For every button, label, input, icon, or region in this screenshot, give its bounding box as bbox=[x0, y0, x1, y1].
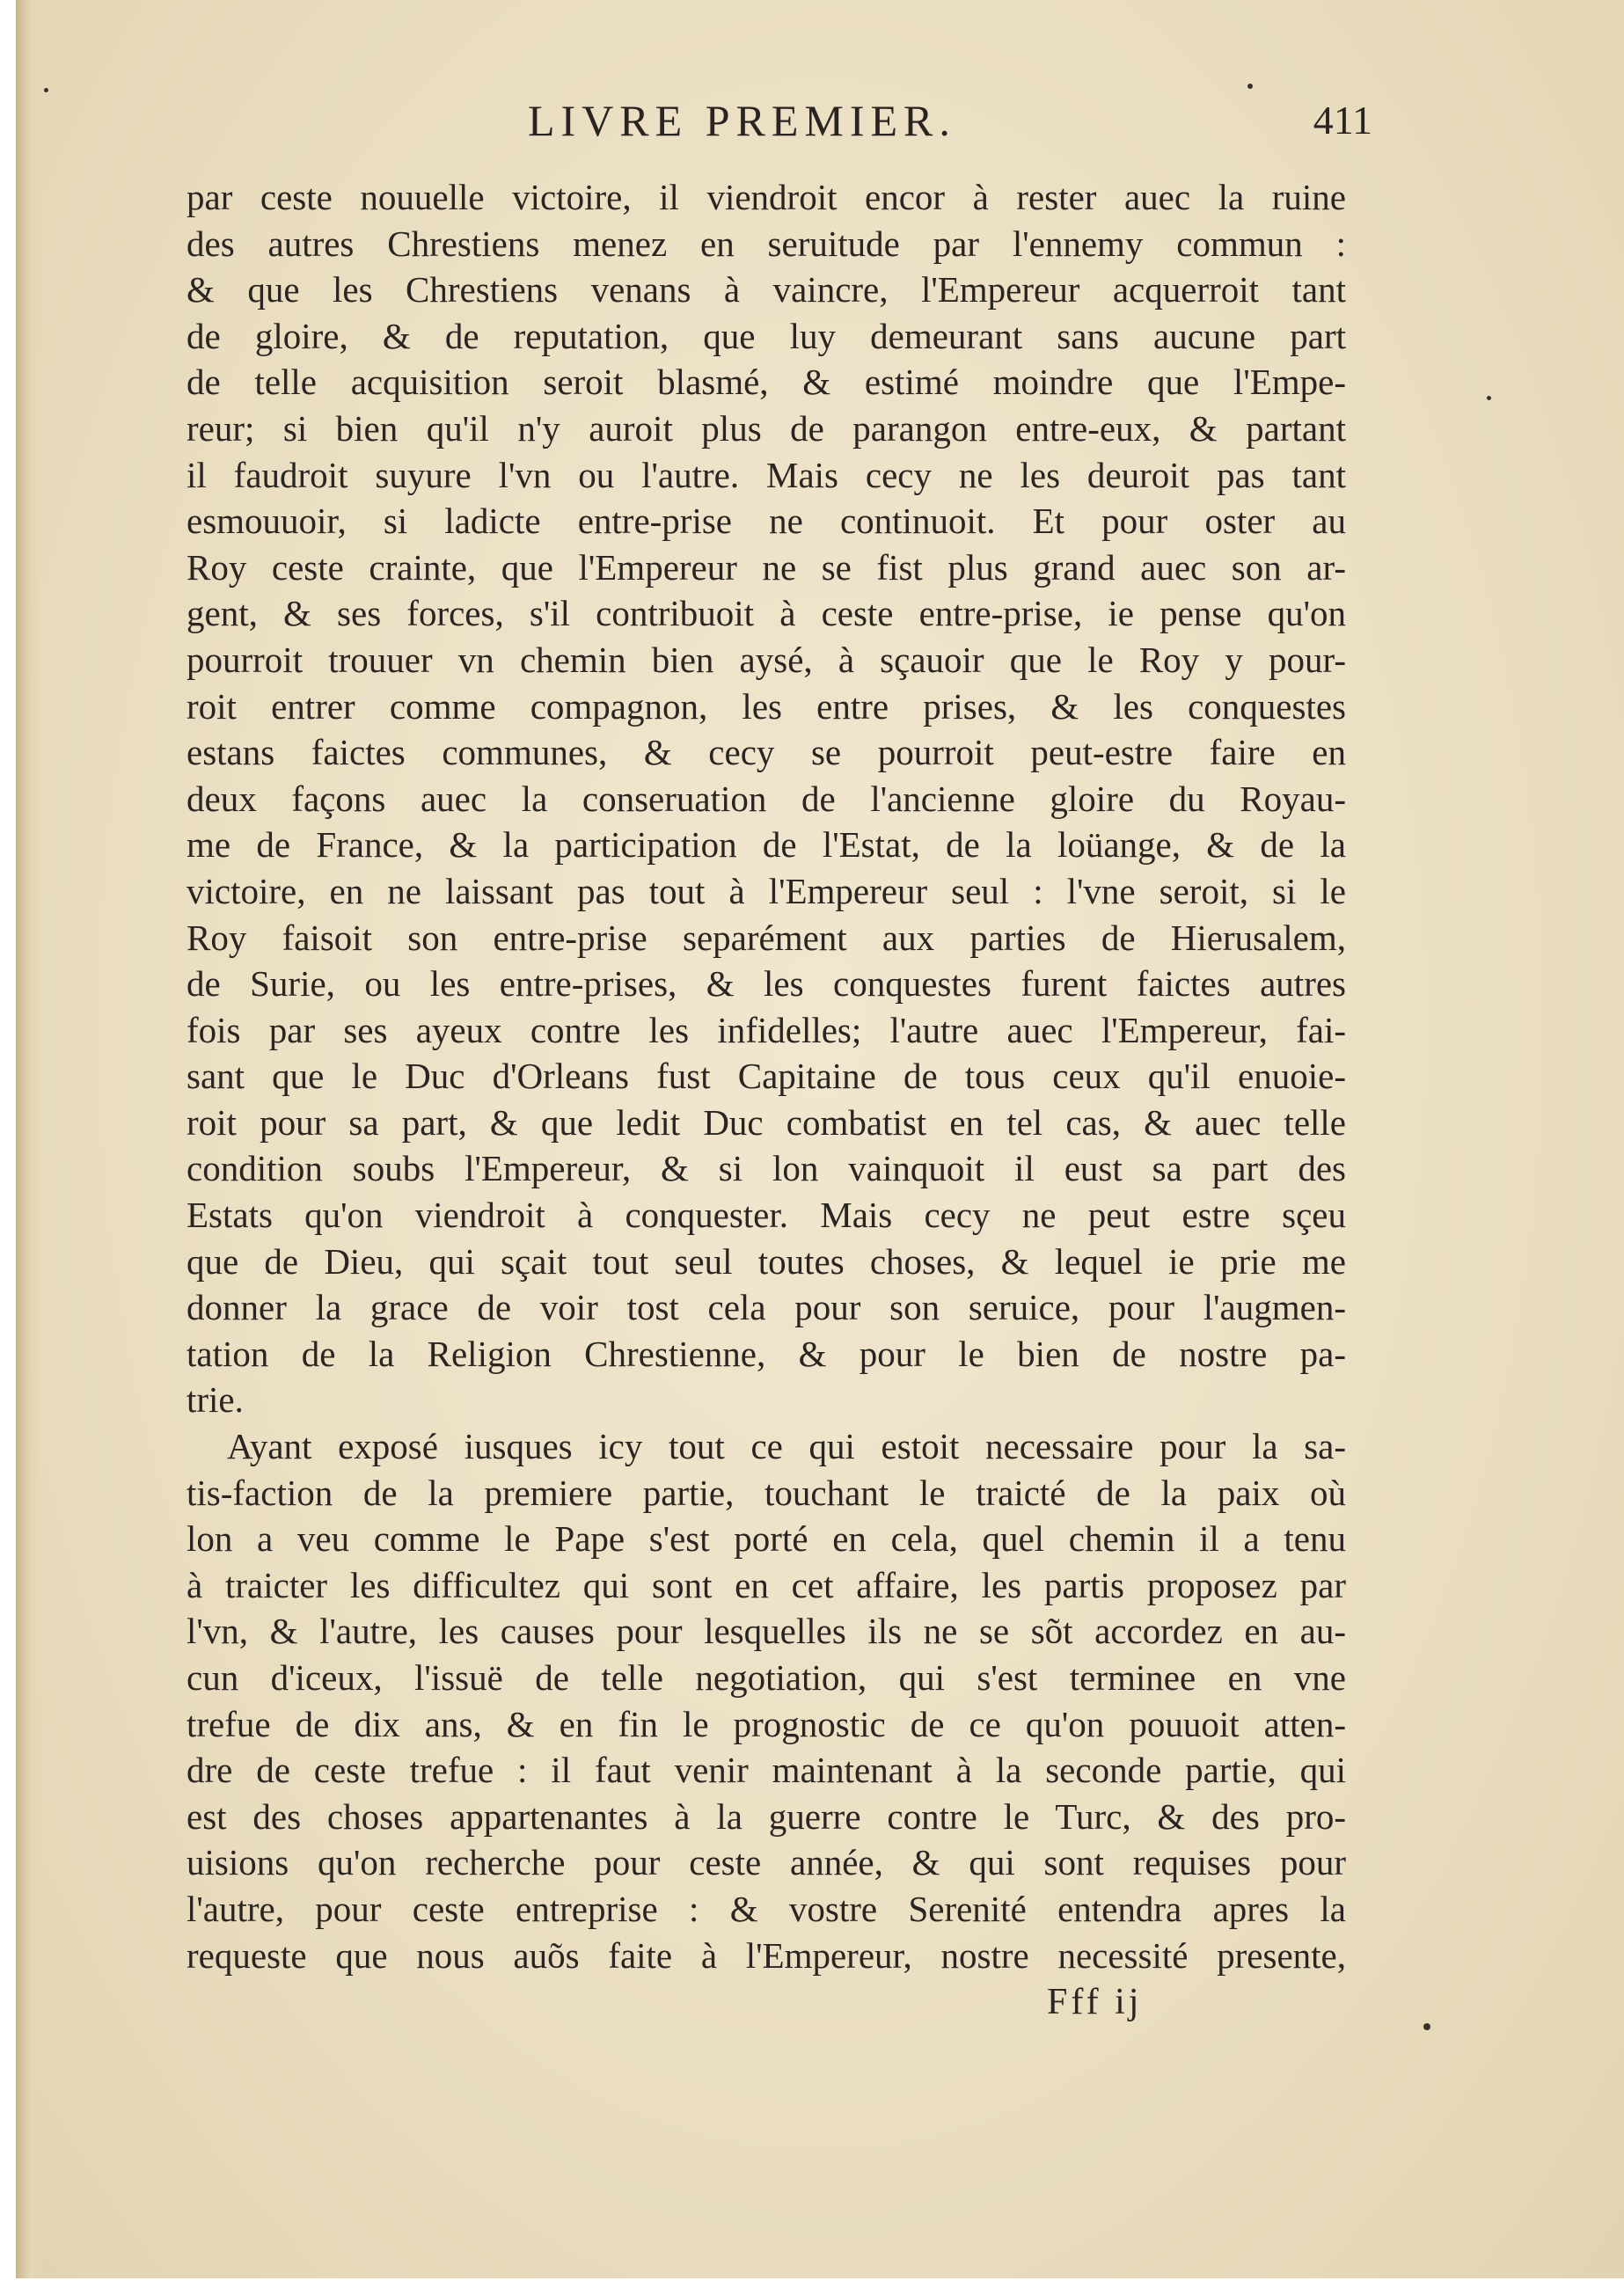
text-line: esmouuoir, si ladicte entre-prise ne continuoit. Et pour oster au bbox=[187, 501, 1346, 542]
ink-speck bbox=[1247, 84, 1253, 89]
text-line: cun d'iceux, l'issuë de telle negotiation, qui s'est terminee en vne bbox=[187, 1657, 1346, 1698]
text-line: deux façons auec la conseruation de l'ancienne gloire du Royau- bbox=[187, 778, 1346, 819]
text-line: l'vn, & l'autre, les causes pour lesquelles ils ne se sõt accordez en au- bbox=[187, 1611, 1346, 1652]
text-line: dre de ceste trefue : il faut venir maintenant à la seconde partie, qui bbox=[187, 1750, 1346, 1791]
text-line: Estats qu'on viendroit à conquester. Mais cecy ne peut estre sçeu bbox=[187, 1195, 1346, 1236]
text-line: victoire, en ne laissant pas tout à l'Empereur seul : l'vne seroit, si le bbox=[187, 870, 1346, 911]
signature-mark: Fff ij bbox=[1047, 1982, 1143, 2022]
text-line: à traicter les difficultez qui sont en cet affaire, les partis proposez par bbox=[187, 1564, 1346, 1605]
text-line: roit pour sa part, & que ledit Duc combatist en tel cas, & auec telle bbox=[187, 1101, 1346, 1143]
text-line: de gloire, & de reputation, que luy demeurant sans aucune part bbox=[187, 315, 1346, 356]
text-line: Roy faisoit son entre-prise separément aux parties de Hierusalem, bbox=[187, 917, 1346, 958]
page-binding-edge bbox=[16, 0, 40, 2278]
text-line: fois par ses ayeux contre les infidelles; l'autre auec l'Empereur, fai- bbox=[187, 1009, 1346, 1050]
text-line: gent, & ses forces, s'il contribuoit à ceste entre-prise, ie pense qu'on bbox=[187, 593, 1346, 634]
page-header bbox=[185, 95, 1372, 165]
text-line: roit entrer comme compagnon, les entre prises, & les conquestes bbox=[187, 685, 1346, 727]
text-line: l'autre, pour ceste entreprise : & vostre Serenité entendra apres la bbox=[187, 1888, 1346, 1929]
ink-speck bbox=[1487, 396, 1491, 400]
text-line: trie. bbox=[187, 1379, 244, 1421]
text-line: me de France, & la participation de l'Estat, de la loüange, & de la bbox=[187, 824, 1346, 866]
running-head: LIVRE PREMIER. bbox=[528, 96, 956, 145]
text-line: des autres Chrestiens menez en seruitude par l'ennemy commun : bbox=[187, 223, 1346, 264]
text-line: lon a veu comme le Pape s'est porté en cela, quel chemin il a tenu bbox=[187, 1518, 1346, 1560]
text-line: condition soubs l'Empereur, & si lon vainquoit il eust sa part des bbox=[187, 1148, 1346, 1189]
ink-speck bbox=[1423, 2023, 1430, 2030]
text-line: estans faictes communes, & cecy se pourroit peut-estre faire en bbox=[187, 732, 1346, 773]
text-line: sant que le Duc d'Orleans fust Capitaine de tous ceux qu'il enuoie- bbox=[187, 1056, 1346, 1097]
text-line: donner la grace de voir tost cela pour son seruice, pour l'augmen- bbox=[187, 1287, 1346, 1328]
text-line: & que les Chrestiens venans à vaincre, l'Empereur acquerroit tant bbox=[187, 269, 1346, 311]
text-line: uisions qu'on recherche pour ceste année, & qui sont requises pour bbox=[187, 1842, 1346, 1883]
text-line: reur; si bien qu'il n'y auroit plus de parangon entre-eux, & partant bbox=[187, 407, 1346, 449]
text-line: il faudroit suyure l'vn ou l'autre. Mais cecy ne les deuroit pas tant bbox=[187, 454, 1346, 495]
text-line: est des choses appartenantes à la guerre contre le Turc, & des pro- bbox=[187, 1795, 1346, 1837]
text-line: tation de la Religion Chrestienne, & pour le bien de nostre pa- bbox=[187, 1333, 1346, 1374]
page-number: 411 bbox=[1313, 98, 1372, 143]
text-line: tis-faction de la premiere partie, touchant le traicté de la paix où bbox=[187, 1472, 1346, 1513]
body-text bbox=[187, 174, 1346, 1978]
ink-speck bbox=[44, 88, 48, 92]
text-line: de Surie, ou les entre-prises, & les conquestes furent faictes autres bbox=[187, 963, 1346, 1005]
text-line: que de Dieu, qui sçait tout seul toutes choses, & lequel ie prie me bbox=[187, 1240, 1346, 1282]
text-line: Ayant exposé iusques icy tout ce qui estoit necessaire pour la sa- bbox=[227, 1426, 1346, 1467]
text-line: pourroit trouuer vn chemin bien aysé, à sçauoir que le Roy y pour- bbox=[187, 639, 1346, 680]
text-line: requeste que nous auõs faite à l'Empereur, nostre necessité presente, bbox=[187, 1934, 1346, 1976]
text-line: par ceste nouuelle victoire, il viendroit encor à rester auec la ruine bbox=[187, 177, 1346, 217]
text-line: trefue de dix ans, & en fin le prognostic de ce qu'on pouuoit atten- bbox=[187, 1703, 1346, 1744]
text-line: de telle acquisition seroit blasmé, & estimé moindre que l'Empe- bbox=[187, 362, 1346, 403]
text-line: Roy ceste crainte, que l'Empereur ne se fist plus grand auec son ar- bbox=[187, 546, 1346, 588]
